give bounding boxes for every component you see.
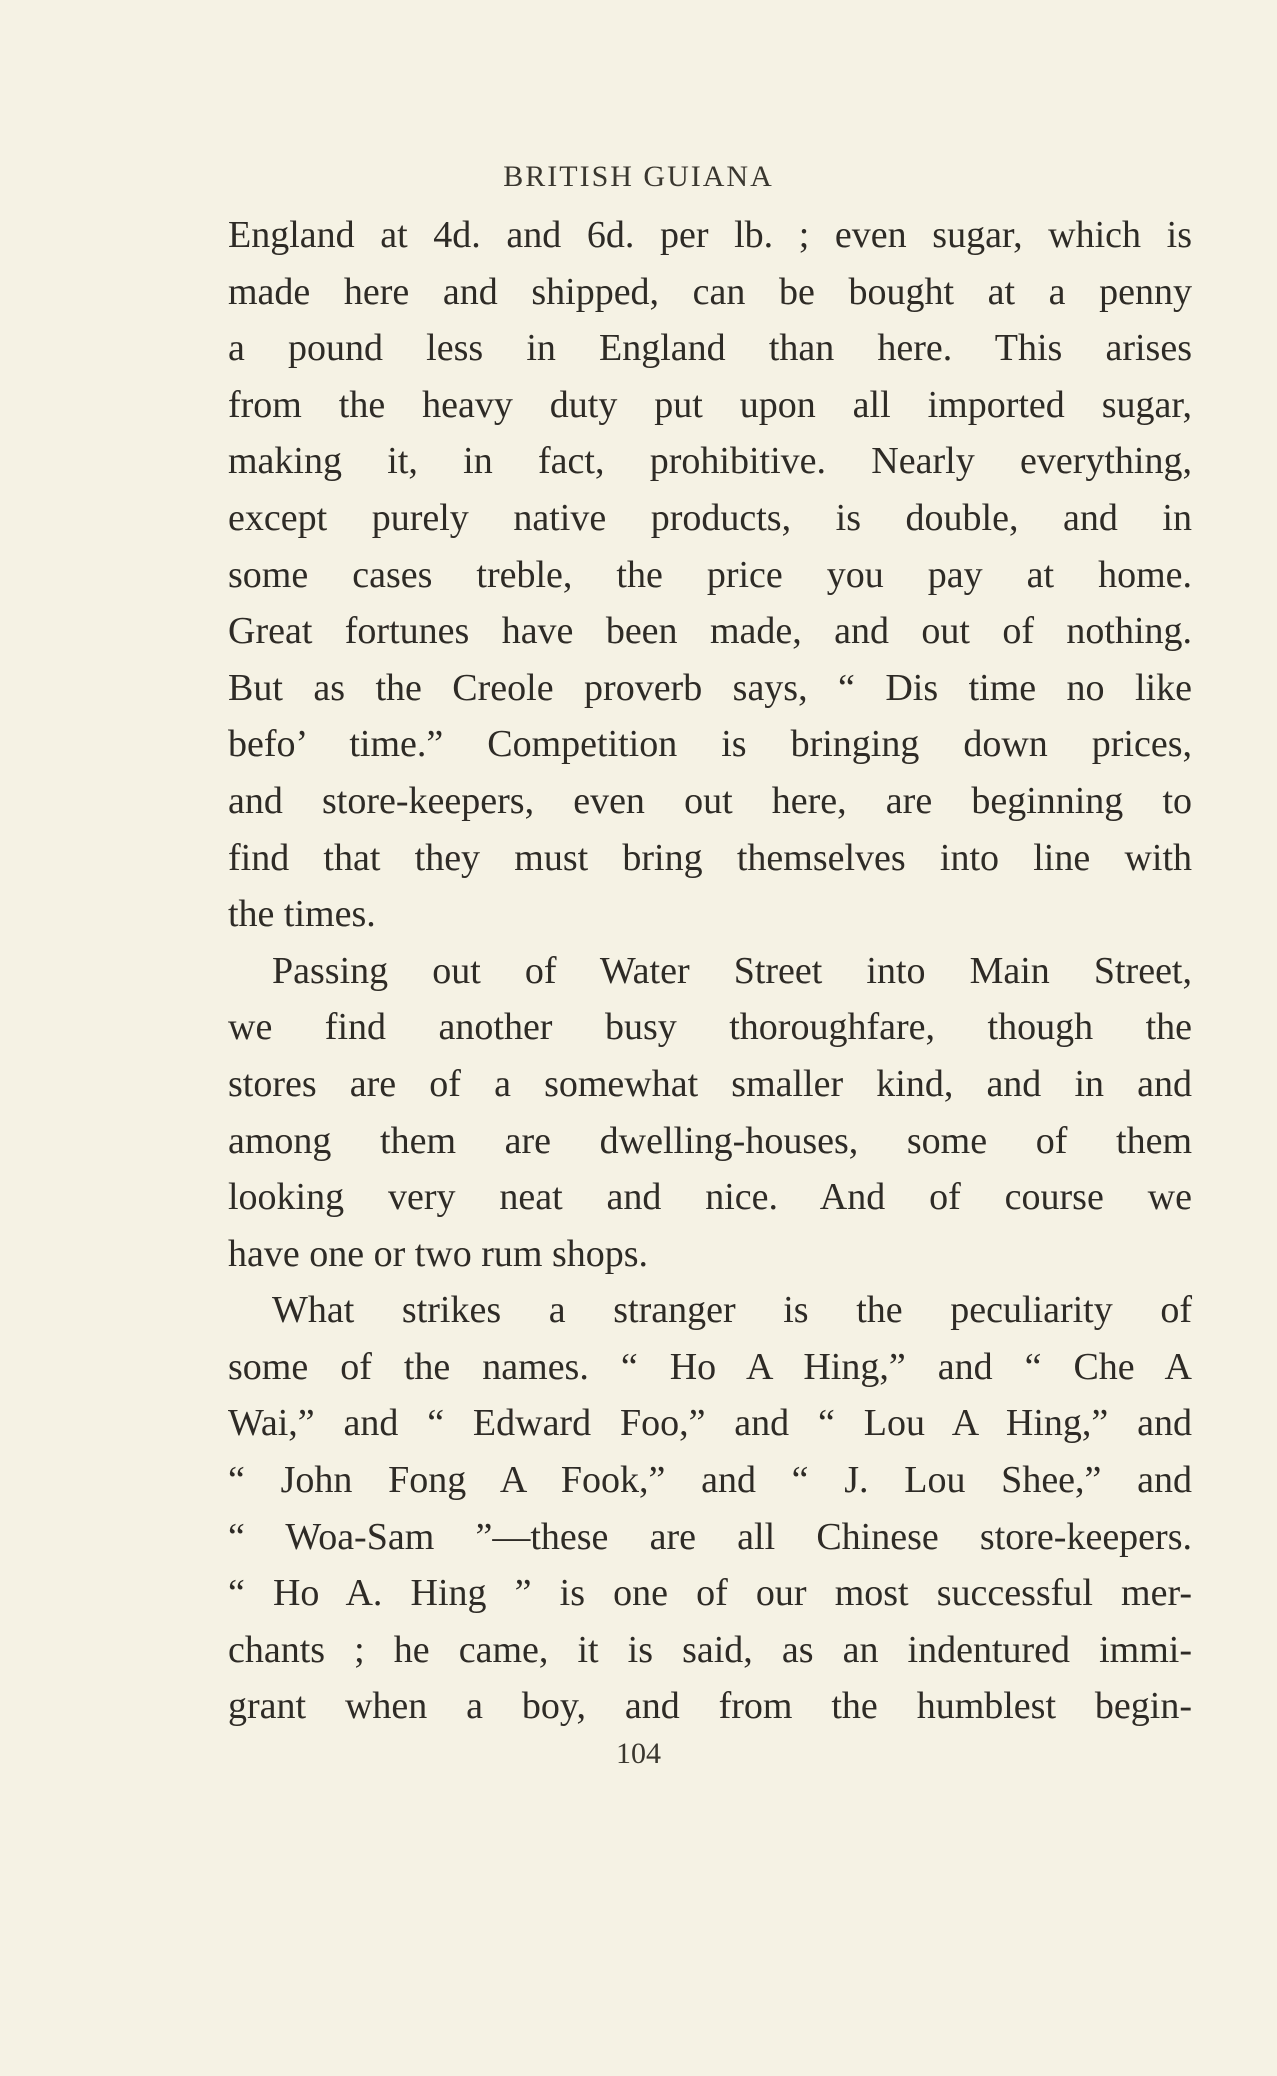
- text-line: befo’ time.” Competition is bringing down prices,: [228, 723, 1192, 766]
- text-line: making it, in fact, prohibitive. Nearly everything,: [228, 440, 1192, 483]
- text-line: England at 4d. and 6d. per lb. ; even sugar, which is: [228, 214, 1192, 256]
- text-line: “ Woa-Sam ”—these are all Chinese store-keepers.: [228, 1515, 1192, 1558]
- paragraph-start-line: Passing out of Water Street into Main Street,: [272, 949, 1192, 992]
- text-line: Wai,” and “ Edward Foo,” and “ Lou A Hing,” and: [228, 1402, 1192, 1445]
- text-line: a pound less in England than here. This arises: [228, 327, 1192, 370]
- text-line: made here and shipped, can be bought at a penny: [228, 270, 1192, 313]
- text-line: looking very neat and nice. And of course we: [228, 1176, 1192, 1219]
- text-line: some cases treble, the price you pay at home.: [228, 553, 1192, 596]
- text-line: grant when a boy, and from the humblest begin-: [228, 1685, 1192, 1728]
- text-line: among them are dwelling-houses, some of them: [228, 1119, 1192, 1162]
- paragraph-start-line: What strikes a stranger is the peculiarity of: [272, 1289, 1192, 1332]
- text-line: have one or two rum shops.: [228, 1232, 649, 1275]
- text-line: find that they must bring themselves into line with: [228, 836, 1192, 879]
- text-line: Great fortunes have been made, and out of nothing.: [228, 610, 1192, 653]
- text-line: the times.: [228, 893, 376, 936]
- text-line: But as the Creole proverb says, “ Dis time no like: [228, 666, 1192, 709]
- text-line: from the heavy duty put upon all imported sugar,: [228, 383, 1192, 426]
- body-text: [228, 207, 1192, 1735]
- text-line: some of the names. “ Ho A Hing,” and “ Che A: [228, 1345, 1192, 1388]
- text-line: “ Ho A. Hing ” is one of our most successful mer-: [228, 1572, 1192, 1615]
- text-line: “ John Fong A Fook,” and “ J. Lou Shee,” and: [228, 1459, 1192, 1502]
- text-line: we find another busy thoroughfare, though the: [228, 1006, 1192, 1049]
- text-line: chants ; he came, it is said, as an indentured immi-: [228, 1628, 1192, 1671]
- page-number: 104: [616, 1737, 661, 1770]
- text-line: and store-keepers, even out here, are beginning to: [228, 779, 1192, 822]
- text-line: stores are of a somewhat smaller kind, and in and: [228, 1062, 1192, 1105]
- running-head: BRITISH GUIANA: [503, 160, 774, 193]
- text-line: except purely native products, is double, and in: [228, 496, 1192, 539]
